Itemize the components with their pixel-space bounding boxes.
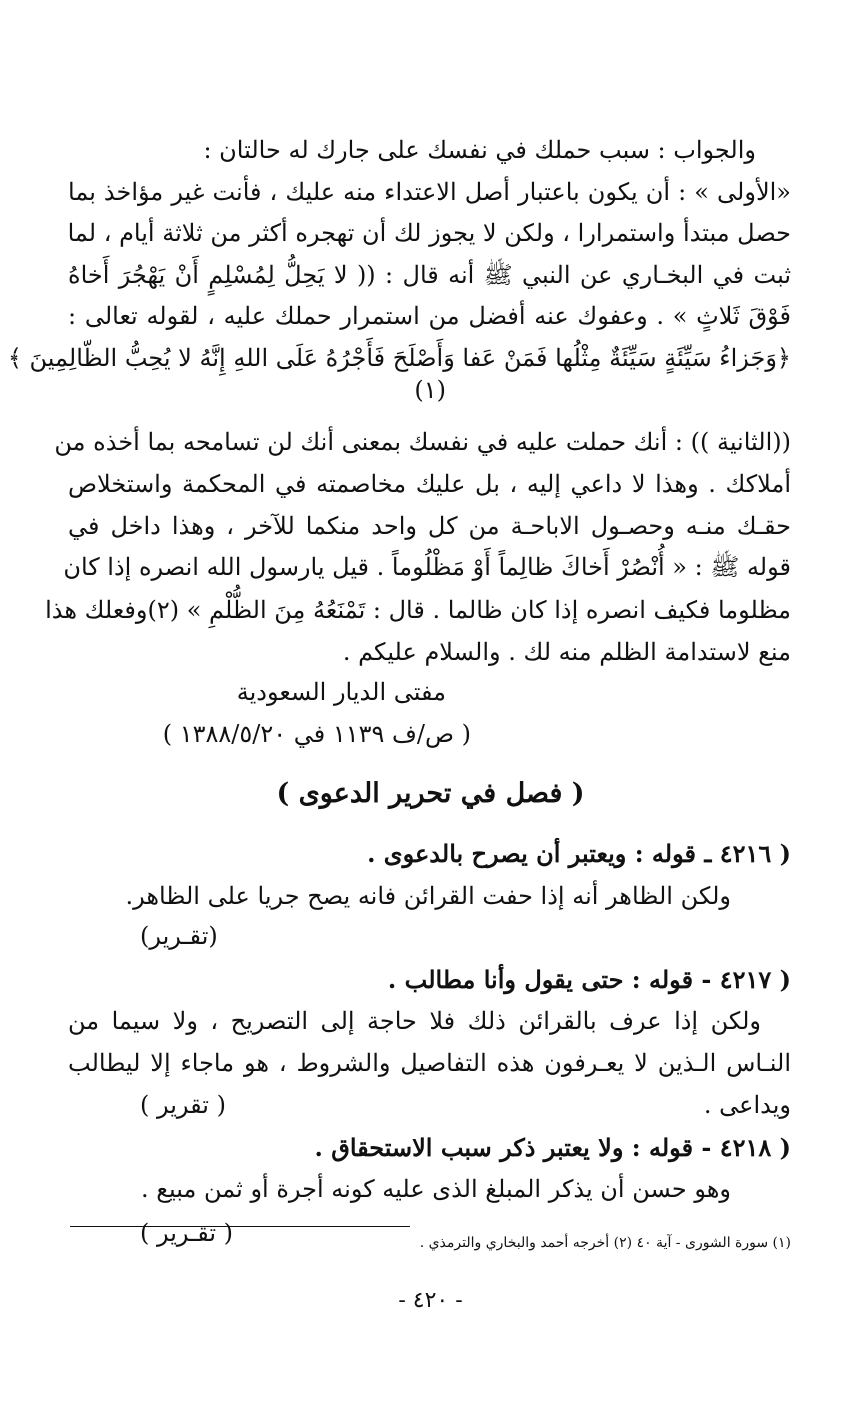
paragraph-line: منع لاستدامة الظلم منه لك . والسلام عليكم . [342, 638, 791, 666]
paragraph-line: حقـك منـه وحصـول الاباحـة من كل واحد منكما للآخر ، وهذا داخل في [68, 512, 791, 540]
footnote-divider [70, 1226, 410, 1227]
paragraph-line: فَوْقَ ثَلاثٍ » . وعفوك عنه أفضل من استمرار حملك عليه ، لقوله تعالى : [68, 302, 791, 330]
paragraph-line: حصل مبتدأ واستمرارا ، ولكن لا يجوز لك أن تهجره أكثر من ثلاثة أيام ، لما [67, 219, 791, 247]
item-4218: ( ٤٢١٨ - قوله : ولا يعتبر ذكر سبب الاستحقاق . [314, 1133, 791, 1162]
taqrir-label: ( تقـرير ) [140, 1219, 233, 1247]
section-heading: ( فصل في تحرير الدعوى ) [276, 778, 585, 809]
paragraph-line: ولكن إذا عرف بالقرائن ذلك فلا حاجة إلى التصريح ، ولا سيما من [68, 1007, 761, 1035]
paragraph-line: ولكن الظاهر أنه إذا حفت القرائن فانه يصح جريا على الظاهر. [125, 882, 731, 910]
item-4217: ( ٤٢١٧ - قوله : حتى يقول وأنا مطالب . [387, 965, 791, 994]
paragraph-line: ((الثانية )) : أنك حملت عليه في نفسك بمعنى أنك لن تسامحه بما أخذه من [54, 428, 791, 456]
paragraph-line: ثبت في البخـاري عن النبي ﷺ أنه قال : (( لا يَحِلُّ لِمُسْلِمٍ أَنْ يَهْجُرَ أَخاهُ [68, 261, 792, 289]
paragraph-line: ويداعى . [703, 1091, 791, 1119]
item-4216: ( ٤٢١٦ ـ قوله : ويعتبر أن يصرح بالدعوى . [367, 839, 791, 868]
paragraph-line: «الأولى » : أن يكون باعتبار أصل الاعتداء منه عليك ، فأنت غير مؤاخذ بما [68, 178, 791, 206]
answer-intro-line: والجواب : سبب حملك في نفسك على جارك له حالتان : [203, 136, 756, 164]
signature: مفتى الديار السعودية [236, 678, 446, 706]
paragraph-line: النـاس الـذين لا يعـرفون هذه التفاصيل والشروط ، هو ماجاء إلا ليطالب [68, 1049, 791, 1077]
quran-verse-line: ﴿وَجَزاءُ سَيِّئَةٍ سَيِّئَةٌ مِثْلُها فَمَنْ عَفا وَأَصْلَحَ فَأَجْرُهُ عَلَى اللهِ إِنَّهُ لا يُحِبُّ الظّالِمِينَ ﴾ [7, 344, 791, 372]
paragraph-line: مظلوما فكيف انصره إذا كان ظالما . قال : تَمْنَعُهُ مِنَ الظُّلْمِ » (٢)وفعلك هذا [45, 596, 791, 624]
footnote: (١) سورة الشورى - آية ٤٠ (٢) أخرجه أحمد والبخاري والترمذي . [419, 1235, 791, 1251]
paragraph-line: قوله ﷺ : « أُنْصُرْ أَخاكَ ظالِماً أَوْ مَظْلُوماً . قيل يارسول الله انصره إذا كان [63, 553, 791, 581]
taqrir-label: ( تقرير ) [140, 1091, 226, 1119]
footnote-ref: (١) [414, 376, 446, 404]
reference: ( ص/ف ١١٣٩ في ١٣٨٨/٥/٢٠ ) [162, 720, 471, 748]
taqrir-label: (تقـرير) [140, 922, 218, 950]
page-number: - ٤٢٠ - [398, 1288, 463, 1313]
paragraph-line: أملاكك . وهذا لا داعي إليه ، بل عليك مخاصمته في المحكمة واستخلاص [68, 470, 791, 498]
paragraph-line: وهو حسن أن يذكر المبلغ الذى عليه كونه أجرة أو ثمن مبيع . [140, 1175, 731, 1203]
